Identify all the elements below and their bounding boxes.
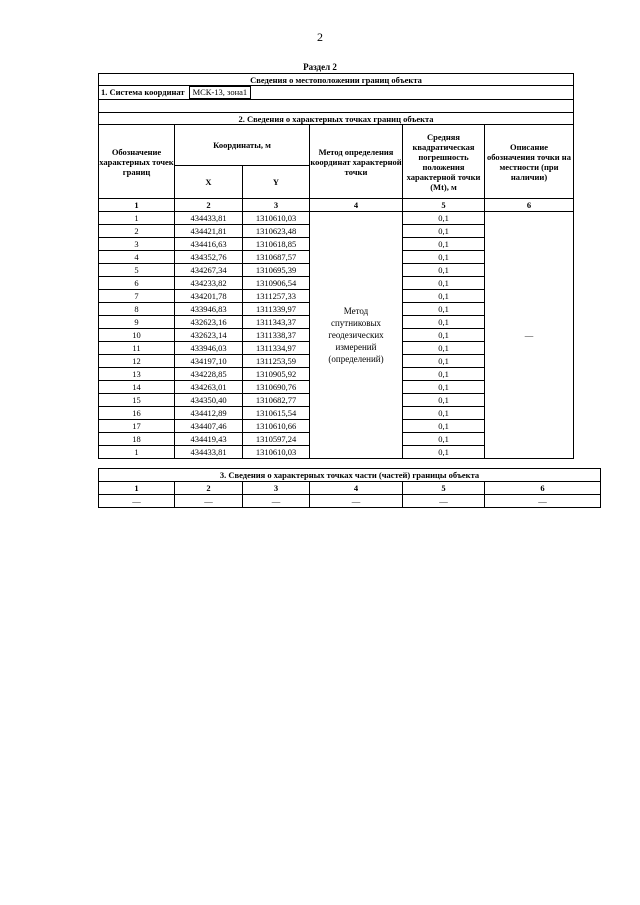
point-accuracy: 0,1 [403, 433, 485, 446]
point-y: 1311257,33 [243, 290, 310, 303]
method-cell: Метод спутниковых геодезических измерений (определений) [310, 212, 403, 459]
point-accuracy: 0,1 [403, 368, 485, 381]
header-x: X [175, 166, 243, 199]
point-accuracy: 0,1 [403, 316, 485, 329]
block-title: Сведения о местоположении границ объекта [99, 74, 574, 86]
coord-system-value: МСК-13, зона1 [189, 86, 252, 99]
point-accuracy: 0,1 [403, 225, 485, 238]
parts-value: — [243, 495, 310, 508]
parts-col-num: 1 [99, 482, 175, 495]
point-accuracy: 0,1 [403, 342, 485, 355]
point-x: 434267,34 [175, 264, 243, 277]
parts-value: — [99, 495, 175, 508]
point-accuracy: 0,1 [403, 394, 485, 407]
point-y: 1311339,97 [243, 303, 310, 316]
point-x: 434407,46 [175, 420, 243, 433]
point-number: 10 [99, 329, 175, 342]
parts-title: 3. Сведения о характерных точках части (частей) границы объекта [99, 469, 601, 482]
point-accuracy: 0,1 [403, 212, 485, 225]
header-designation: Обозначение характерных точек границ [99, 125, 175, 199]
point-number: 17 [99, 420, 175, 433]
parts-col-num: 2 [175, 482, 243, 495]
point-number: 12 [99, 355, 175, 368]
header-accuracy: Средняя квадратическая погрешность положения характерной точки (Mt), м [403, 125, 485, 199]
point-accuracy: 0,1 [403, 277, 485, 290]
point-y: 1310618,85 [243, 238, 310, 251]
point-y: 1311253,59 [243, 355, 310, 368]
point-accuracy: 0,1 [403, 238, 485, 251]
point-accuracy: 0,1 [403, 290, 485, 303]
point-accuracy: 0,1 [403, 355, 485, 368]
point-y: 1310690,76 [243, 381, 310, 394]
point-y: 1310610,66 [243, 420, 310, 433]
point-y: 1310610,03 [243, 212, 310, 225]
parts-col-num: 5 [403, 482, 485, 495]
point-number: 11 [99, 342, 175, 355]
point-y: 1310905,92 [243, 368, 310, 381]
col-num: 2 [175, 199, 243, 212]
point-number: 14 [99, 381, 175, 394]
point-number: 16 [99, 407, 175, 420]
point-number: 5 [99, 264, 175, 277]
point-y: 1310597,24 [243, 433, 310, 446]
col-num: 5 [403, 199, 485, 212]
point-accuracy: 0,1 [403, 420, 485, 433]
point-x: 432623,14 [175, 329, 243, 342]
point-number: 15 [99, 394, 175, 407]
point-x: 434197,10 [175, 355, 243, 368]
point-number: 1 [99, 446, 175, 459]
parts-value: — [175, 495, 243, 508]
coord-system-row [99, 86, 574, 100]
point-x: 433946,83 [175, 303, 243, 316]
point-y: 1310695,39 [243, 264, 310, 277]
point-x: 434350,40 [175, 394, 243, 407]
boundary-table [98, 73, 574, 459]
point-x: 434352,76 [175, 251, 243, 264]
description-cell: — [485, 212, 574, 459]
point-y: 1310623,48 [243, 225, 310, 238]
table-row [99, 212, 574, 225]
col-num: 1 [99, 199, 175, 212]
parts-table [98, 468, 601, 508]
point-number: 13 [99, 368, 175, 381]
col-num: 4 [310, 199, 403, 212]
points-title: 2. Сведения о характерных точках границ объекта [99, 113, 574, 125]
col-num: 3 [243, 199, 310, 212]
parts-col-num: 6 [485, 482, 601, 495]
point-x: 434421,81 [175, 225, 243, 238]
header-method: Метод определения координат характерной точки [310, 125, 403, 199]
point-y: 1311334,97 [243, 342, 310, 355]
point-y: 1310610,03 [243, 446, 310, 459]
point-number: 8 [99, 303, 175, 316]
point-y: 1310906,54 [243, 277, 310, 290]
point-x: 434433,81 [175, 212, 243, 225]
point-y: 1311338,37 [243, 329, 310, 342]
header-coords: Координаты, м [175, 125, 310, 166]
point-number: 9 [99, 316, 175, 329]
parts-value: — [403, 495, 485, 508]
point-x: 434419,43 [175, 433, 243, 446]
col-num: 6 [485, 199, 574, 212]
point-y: 1310687,57 [243, 251, 310, 264]
point-y: 1311343,37 [243, 316, 310, 329]
point-accuracy: 0,1 [403, 446, 485, 459]
point-x: 434263,01 [175, 381, 243, 394]
point-x: 432623,16 [175, 316, 243, 329]
point-accuracy: 0,1 [403, 264, 485, 277]
point-x: 433946,03 [175, 342, 243, 355]
point-x: 434412,89 [175, 407, 243, 420]
point-number: 3 [99, 238, 175, 251]
point-accuracy: 0,1 [403, 251, 485, 264]
point-number: 7 [99, 290, 175, 303]
parts-col-num: 3 [243, 482, 310, 495]
parts-col-num: 4 [310, 482, 403, 495]
header-description: Описание обозначения точки на местности (при наличии) [485, 125, 574, 199]
page-number: 2 [317, 30, 323, 44]
point-accuracy: 0,1 [403, 407, 485, 420]
point-accuracy: 0,1 [403, 303, 485, 316]
point-x: 434228,85 [175, 368, 243, 381]
point-number: 1 [99, 212, 175, 225]
point-x: 434201,78 [175, 290, 243, 303]
point-number: 2 [99, 225, 175, 238]
point-x: 434416,63 [175, 238, 243, 251]
point-accuracy: 0,1 [403, 381, 485, 394]
point-x: 434233,82 [175, 277, 243, 290]
point-number: 4 [99, 251, 175, 264]
header-y: Y [243, 166, 310, 199]
parts-value: — [310, 495, 403, 508]
point-x: 434433,81 [175, 446, 243, 459]
point-number: 6 [99, 277, 175, 290]
point-y: 1310682,77 [243, 394, 310, 407]
point-y: 1310615,54 [243, 407, 310, 420]
point-number: 18 [99, 433, 175, 446]
section-title: Раздел 2 [303, 62, 337, 72]
point-accuracy: 0,1 [403, 329, 485, 342]
spacer-row [99, 100, 574, 113]
parts-value: — [485, 495, 601, 508]
coord-system-label: 1. Система координат [101, 87, 185, 97]
